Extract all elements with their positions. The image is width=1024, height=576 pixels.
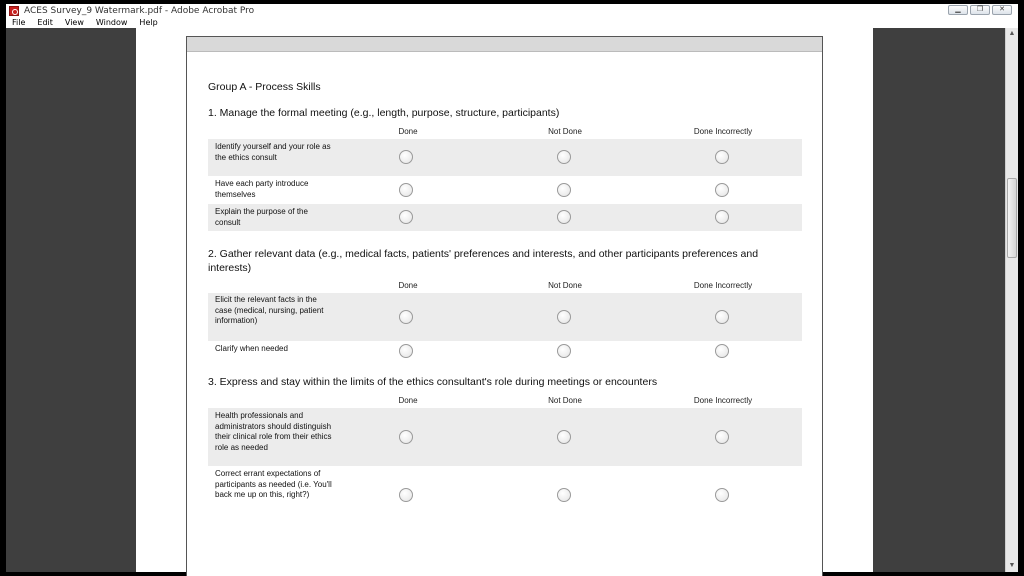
scroll-down-arrow-icon[interactable]: ▼ [1008,562,1016,569]
table-row [208,176,802,204]
menu-window[interactable]: Window [95,18,128,27]
column-done: Done [398,396,418,405]
column-not-done: Not Done [548,281,582,290]
row-label: Identify yourself and your role as the ethics consult [215,142,331,162]
table-row [208,293,802,341]
table-row [208,204,802,231]
column-not-done: Not Done [548,396,582,405]
row-label: Health professionals and administrators should distinguish their clinical role from their ethics role as needed [215,411,332,452]
acrobat-app-icon [9,6,19,16]
pdf-page [186,36,823,576]
scroll-up-arrow-icon[interactable]: ▲ [1008,30,1016,37]
column-not-done: Not Done [548,127,582,136]
row-label: Elicit the relevant facts in the case (medical, nursing, patient information) [215,295,324,325]
radio-not-done[interactable] [557,183,571,197]
radio-done-incorrectly[interactable] [715,210,729,224]
group-title: Group A - Process Skills [208,81,321,93]
window-title: ACES Survey_9 Watermark.pdf - Adobe Acrobat Pro [24,5,255,16]
window-controls [948,5,1012,15]
column-done-incorrectly: Done Incorrectly [693,127,753,136]
radio-not-done[interactable] [557,150,571,164]
radio-done[interactable] [399,310,413,324]
radio-not-done[interactable] [557,210,571,224]
column-done: Done [398,127,418,136]
page-header-bar [187,37,822,52]
radio-done[interactable] [399,344,413,358]
column-done-incorrectly: Done Incorrectly [693,396,753,405]
column-done-incorrectly: Done Incorrectly [693,281,753,290]
minimize-button[interactable]: ▁ [948,5,968,15]
menu-edit[interactable]: Edit [37,18,53,27]
radio-done[interactable] [399,430,413,444]
left-gutter [6,28,136,572]
radio-done[interactable] [399,150,413,164]
radio-not-done[interactable] [557,310,571,324]
radio-done[interactable] [399,210,413,224]
maximize-button[interactable]: ❐ [970,5,990,15]
radio-done[interactable] [399,183,413,197]
column-done: Done [398,281,418,290]
question-3-title: 3. Express and stay within the limits of the ethics consultant's role during meetings or encounters [208,376,658,388]
menu-bar [6,17,1018,28]
radio-done-incorrectly[interactable] [715,183,729,197]
menu-file[interactable]: File [12,18,26,27]
radio-done[interactable] [399,488,413,502]
title-bar [6,4,1018,17]
row-label: Clarify when needed [215,344,288,353]
radio-done-incorrectly[interactable] [715,150,729,164]
table-row [208,139,802,176]
radio-done-incorrectly[interactable] [715,344,729,358]
vertical-scrollbar[interactable] [1005,28,1018,572]
radio-not-done[interactable] [557,488,571,502]
row-label: Explain the purpose of the consult [215,207,308,227]
question-2-title: 2. Gather relevant data (e.g., medical facts, patients' preferences and interests, and other participants preferences and interests) [208,248,759,274]
scroll-thumb[interactable] [1007,178,1017,258]
table-row [208,466,802,524]
table-row [208,341,802,361]
menu-help[interactable]: Help [139,18,158,27]
radio-done-incorrectly[interactable] [715,310,729,324]
row-label: Have each party introduce themselves [215,179,309,199]
question-1-title: 1. Manage the formal meeting (e.g., length, purpose, structure, participants) [208,107,560,119]
radio-not-done[interactable] [557,430,571,444]
radio-done-incorrectly[interactable] [715,488,729,502]
close-button[interactable]: ✕ [992,5,1012,15]
radio-done-incorrectly[interactable] [715,430,729,444]
radio-not-done[interactable] [557,344,571,358]
row-label: Correct errant expectations of participants as needed (i.e. You'll back me up on this, right?) [215,469,332,499]
table-row [208,408,802,466]
right-gutter [873,28,1005,572]
menu-view[interactable]: View [64,18,84,27]
